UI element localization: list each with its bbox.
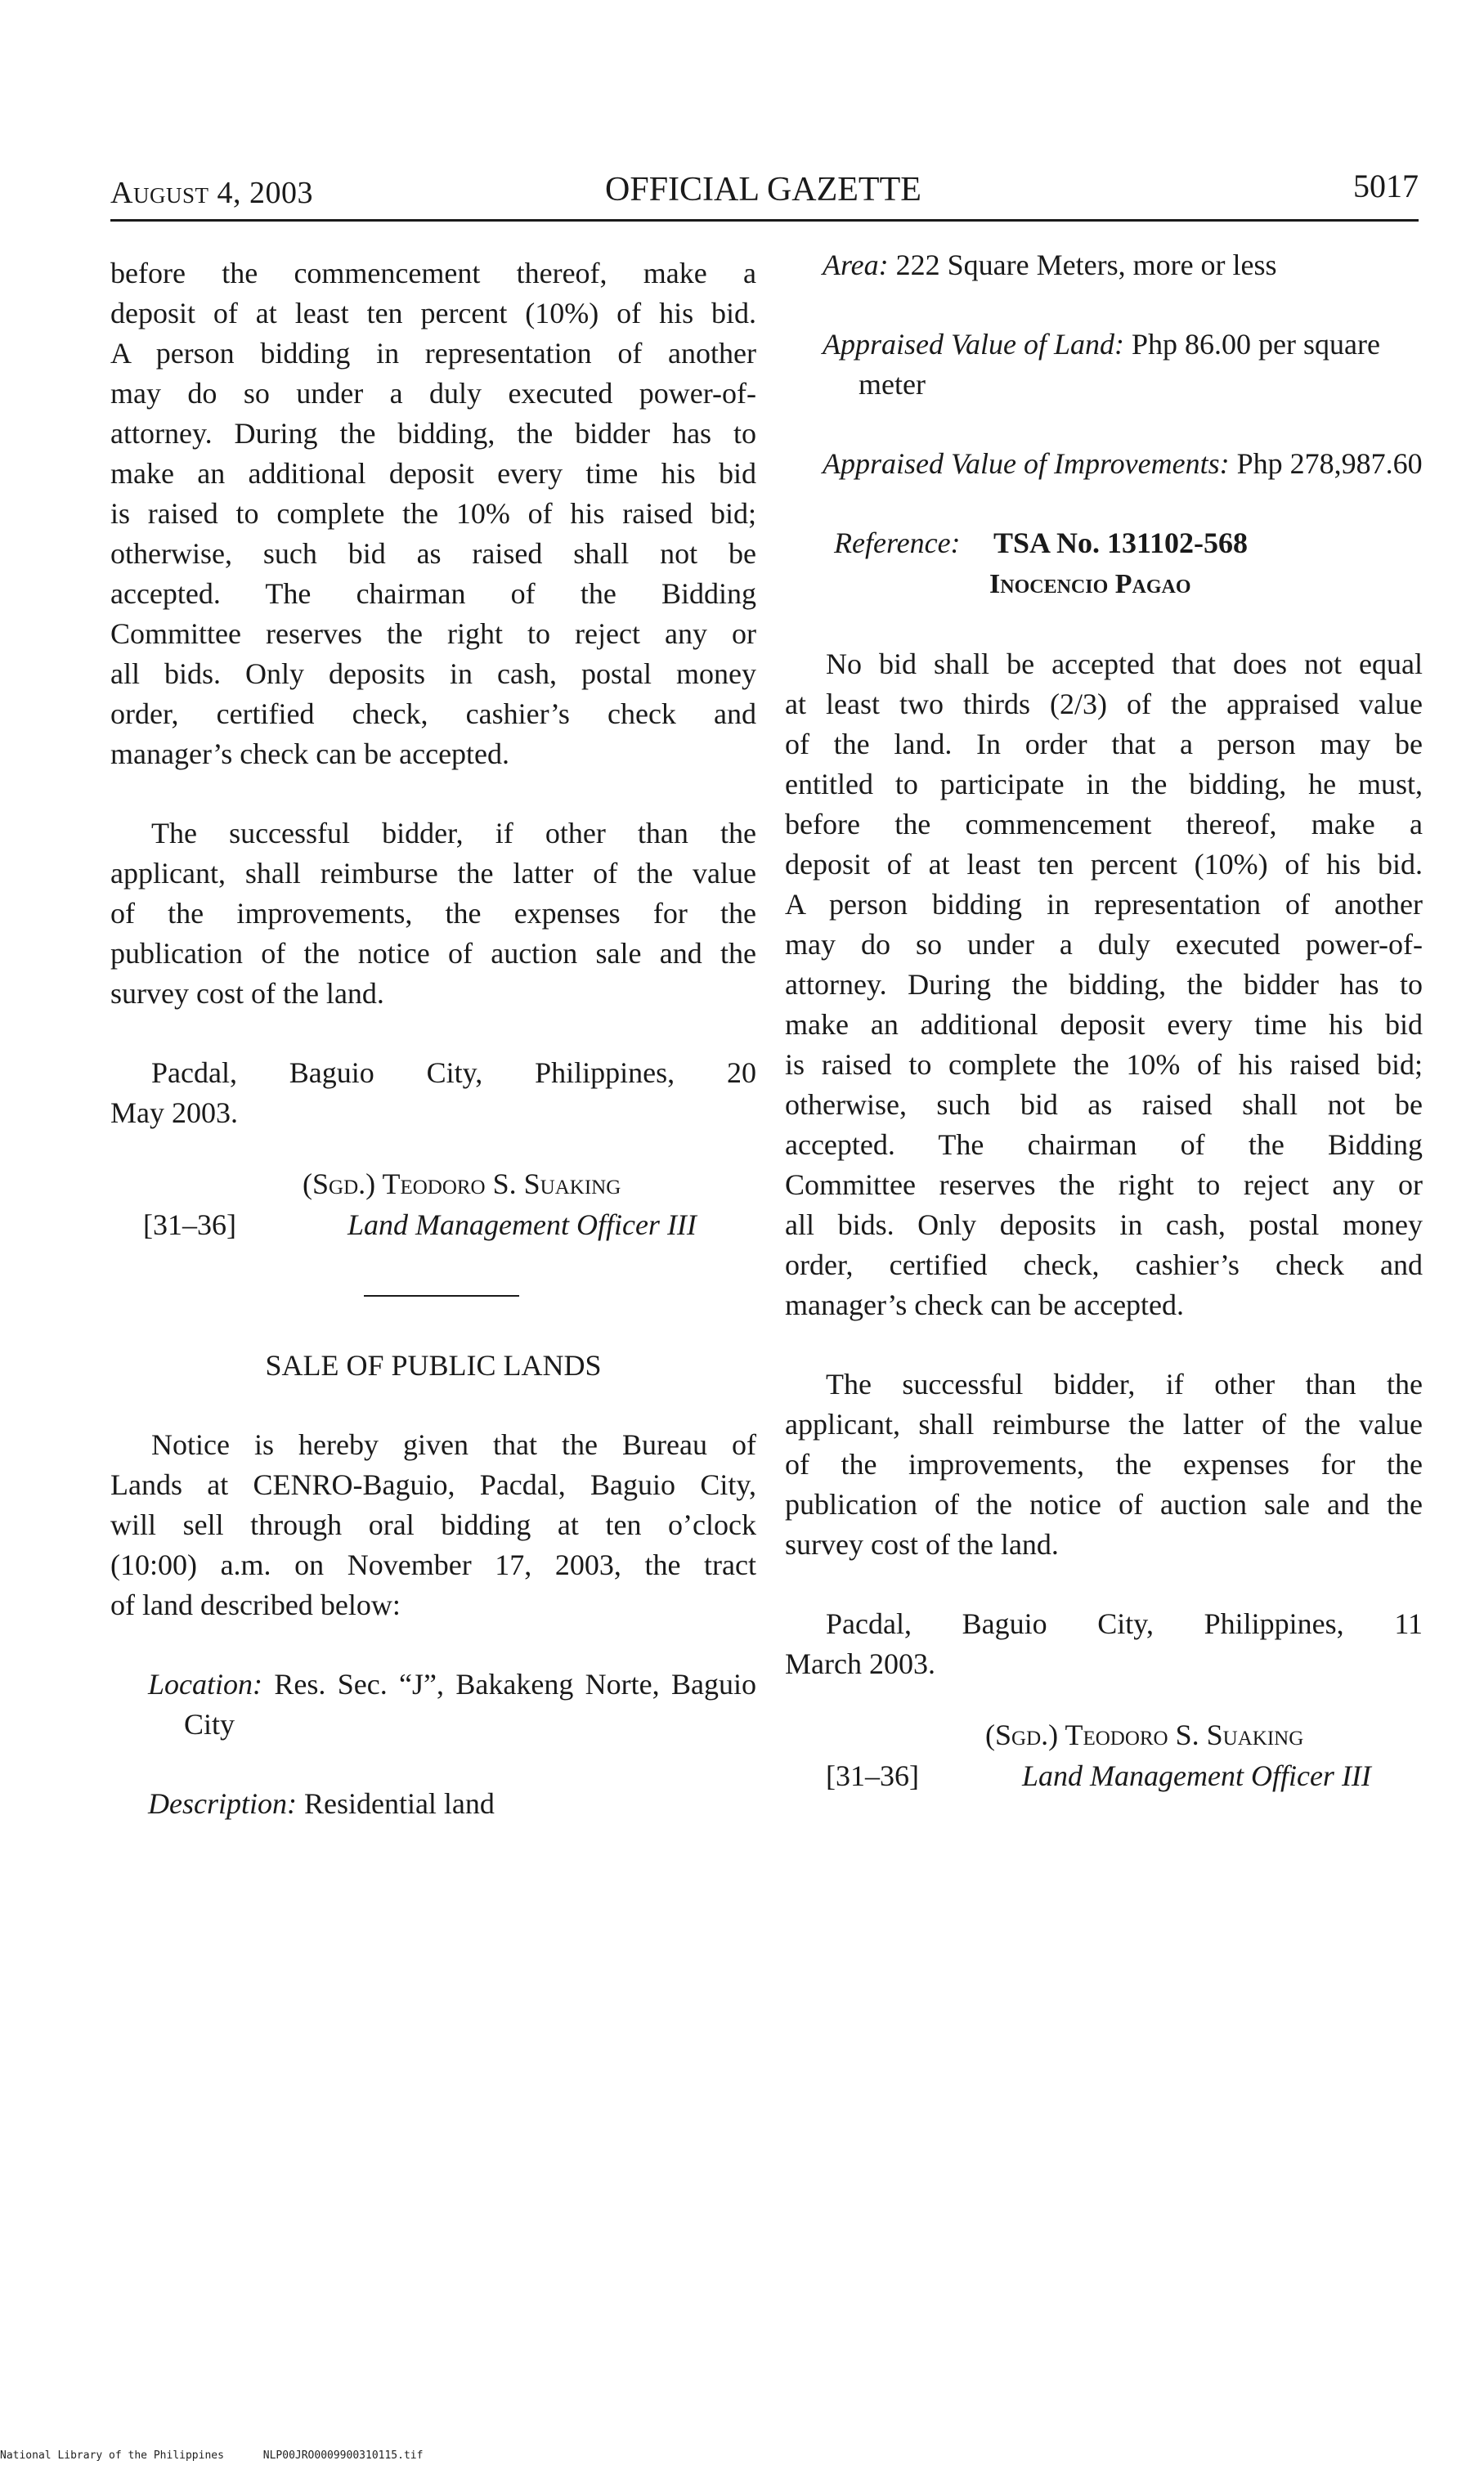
- left-column: [110, 253, 756, 1824]
- publication-title: OFFICIAL GAZETTE: [605, 171, 921, 208]
- place-and-date: [785, 1604, 1423, 1684]
- text-line: may do so under a duly executed power-of-: [785, 928, 1423, 961]
- text-line: of the improvements, the expenses for the: [785, 1448, 1423, 1481]
- description-field: [110, 1784, 756, 1824]
- signature-block: [110, 1164, 756, 1246]
- signatory-title: Land Management Officer III: [1022, 1759, 1371, 1792]
- text-line: of land described below:: [110, 1589, 401, 1621]
- scan-footer: [0, 2449, 455, 2462]
- text-line: all bids. Only deposits in cash, postal money: [110, 657, 756, 690]
- text-line: of the improvements, the expenses for the: [110, 897, 756, 930]
- right-column: [785, 249, 1423, 1797]
- reference-block: [785, 523, 1423, 605]
- text-line: at least two thirds (2/3) of the appraised value: [785, 688, 1423, 720]
- text-line: is raised to complete the 10% of his raised bid;: [110, 497, 756, 530]
- text-line: Pacdal, Baguio City, Philippines, 11: [826, 1607, 1423, 1640]
- text-line: The successful bidder, if other than the: [151, 817, 756, 849]
- text-line: otherwise, such bid as raised shall not be: [110, 537, 756, 570]
- text-line: publication of the notice of auction sale and the: [785, 1488, 1423, 1521]
- issue-date: August 4, 2003: [110, 176, 313, 210]
- scan-filename: NLP00JRO0009900310115.tif: [262, 2449, 424, 2462]
- text-line: is raised to complete the 10% of his raised bid;: [785, 1048, 1423, 1081]
- improvements-value-field: [785, 444, 1423, 484]
- area-label: Area:: [823, 249, 889, 281]
- section-divider: [364, 1295, 519, 1297]
- description-label: Description:: [148, 1787, 297, 1820]
- text-line: applicant, shall reimburse the latter of the value: [110, 857, 756, 890]
- text-line: Notice is hereby given that the Bureau of: [151, 1428, 756, 1461]
- text-line: manager’s check can be accepted.: [785, 1289, 1185, 1321]
- bidding-terms-paragraph: [785, 644, 1423, 1325]
- text-line: will sell through oral bidding at ten o’clock: [110, 1508, 756, 1541]
- issue-reference: [31–36]: [143, 1208, 236, 1241]
- area-field: [785, 245, 1423, 285]
- text-line: order, certified check, cashier’s check and: [110, 697, 756, 730]
- issue-reference: [31–36]: [826, 1759, 919, 1792]
- signatory-name: (Sgd.) Teodoro S. Suaking: [303, 1168, 621, 1200]
- text-line: Pacdal, Baguio City, Philippines, 20: [151, 1056, 756, 1089]
- land-value-field: [785, 325, 1423, 405]
- text-line: survey cost of the land.: [785, 1528, 1059, 1561]
- text-line: before the commencement thereof, make a: [785, 808, 1423, 840]
- reimbursement-paragraph: [110, 813, 756, 1014]
- text-line: of the land. In order that a person may be: [785, 728, 1423, 760]
- area-value: 222 Square Meters, more or less: [895, 249, 1277, 281]
- text-line: No bid shall be accepted that does not equal: [826, 648, 1423, 680]
- header-rule: [110, 219, 1419, 222]
- reference-label: Reference:: [834, 527, 961, 559]
- location-field: [110, 1665, 756, 1745]
- text-line: accepted. The chairman of the Bidding: [110, 577, 756, 610]
- signature-block: [785, 1715, 1423, 1797]
- reference-name: Inocencio Pagao: [989, 569, 1191, 599]
- text-line: make an additional deposit every time his bid: [785, 1008, 1423, 1041]
- land-value: Php 86.00 per square meter: [859, 328, 1380, 401]
- text-line: manager’s check can be accepted.: [110, 737, 510, 770]
- text-line: attorney. During the bidding, the bidder has to: [110, 417, 756, 450]
- location-label: Location:: [148, 1668, 262, 1701]
- text-line: make an additional deposit every time his bid: [110, 457, 756, 490]
- notice-paragraph: [110, 1425, 756, 1625]
- location-value: Res. Sec. “J”, Bakakeng Norte, Baguio City: [184, 1668, 756, 1741]
- reference-value: TSA No. 131102-568: [993, 527, 1249, 559]
- text-line: order, certified check, cashier’s check and: [785, 1248, 1423, 1281]
- place-and-date: [110, 1053, 756, 1133]
- text-line: deposit of at least ten percent (10%) of his bid.: [785, 848, 1423, 881]
- page-header: [110, 164, 1419, 221]
- text-line: entitled to participate in the bidding, he must,: [785, 768, 1423, 800]
- description-value: Residential land: [303, 1787, 495, 1820]
- text-line: otherwise, such bid as raised shall not be: [785, 1088, 1423, 1121]
- text-line: applicant, shall reimburse the latter of the value: [785, 1408, 1423, 1441]
- text-line: May 2003.: [110, 1096, 238, 1129]
- text-line: The successful bidder, if other than the: [826, 1368, 1423, 1401]
- signatory-name: (Sgd.) Teodoro S. Suaking: [985, 1719, 1304, 1751]
- text-line: A person bidding in representation of another: [110, 337, 756, 370]
- text-line: March 2003.: [785, 1647, 935, 1680]
- improvements-label: Appraised Value of Improvements:: [823, 447, 1230, 480]
- text-line: publication of the notice of auction sale and the: [110, 937, 756, 970]
- text-line: survey cost of the land.: [110, 977, 384, 1010]
- signatory-title: Land Management Officer III: [347, 1208, 697, 1241]
- text-line: Committee reserves the right to reject any or: [785, 1168, 1423, 1201]
- library-credit: National Library of the Philippines: [0, 2449, 224, 2462]
- bidding-terms-paragraph: [110, 253, 756, 774]
- land-value-label: Appraised Value of Land:: [823, 328, 1124, 361]
- text-line: before the commencement thereof, make a: [110, 257, 756, 289]
- text-line: may do so under a duly executed power-of-: [110, 377, 756, 410]
- text-line: all bids. Only deposits in cash, postal money: [785, 1208, 1423, 1241]
- section-heading: SALE OF PUBLIC LANDS: [265, 1349, 602, 1382]
- text-line: attorney. During the bidding, the bidder has to: [785, 968, 1423, 1001]
- text-line: accepted. The chairman of the Bidding: [785, 1128, 1423, 1161]
- text-line: (10:00) a.m. on November 17, 2003, the tract: [110, 1548, 756, 1581]
- page-number: 5017: [1353, 168, 1419, 204]
- improvements-value: Php 278,987.60: [1236, 447, 1423, 480]
- text-line: deposit of at least ten percent (10%) of his bid.: [110, 297, 756, 329]
- text-line: A person bidding in representation of another: [785, 888, 1423, 921]
- text-line: Committee reserves the right to reject any or: [110, 617, 756, 650]
- reimbursement-paragraph: [785, 1365, 1423, 1565]
- text-line: Lands at CENRO-Baguio, Pacdal, Baguio City,: [110, 1468, 756, 1501]
